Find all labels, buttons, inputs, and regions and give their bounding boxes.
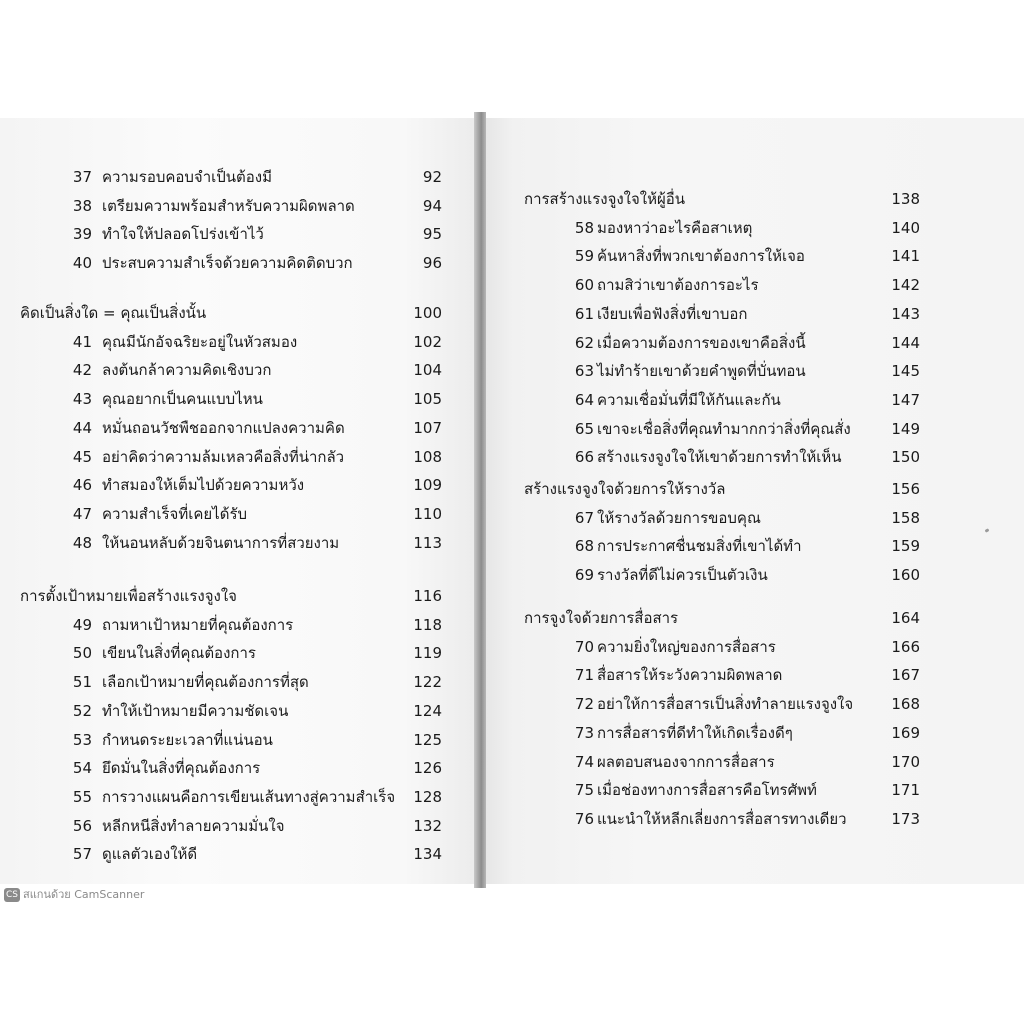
chapter-number: 42 <box>72 361 92 380</box>
toc-section-heading <box>486 604 1024 632</box>
section-page-number: 156 <box>891 480 920 498</box>
toc-entry <box>486 242 1024 270</box>
chapter-title: ถามหาเป้าหมายที่คุณต้องการ <box>102 615 294 634</box>
chapter-number: 53 <box>72 730 92 749</box>
toc-entry <box>486 561 1024 589</box>
left-page-toc <box>0 118 474 884</box>
chapter-title: ถามสิว่าเขาต้องการอะไร <box>597 276 759 295</box>
chapter-page-number: 128 <box>413 787 442 806</box>
chapter-page-number: 167 <box>891 666 920 685</box>
chapter-page-number: 173 <box>891 809 920 828</box>
chapter-page-number: 140 <box>891 218 920 237</box>
toc-entry <box>486 661 1024 689</box>
chapter-number: 63 <box>574 362 594 381</box>
section-title: สร้างแรงจูงใจด้วยการให้รางวัล <box>524 480 726 498</box>
chapter-page-number: 126 <box>413 759 442 778</box>
toc-section-heading <box>0 299 474 327</box>
toc-entry <box>486 748 1024 776</box>
chapter-number: 60 <box>574 276 594 295</box>
section-page-number: 138 <box>891 190 920 208</box>
chapter-number: 40 <box>72 254 92 273</box>
chapter-page-number: 141 <box>891 247 920 266</box>
chapter-page-number: 107 <box>413 418 442 437</box>
chapter-page-number: 124 <box>413 701 442 720</box>
chapter-page-number: 105 <box>413 390 442 409</box>
toc-entry <box>0 192 474 220</box>
section-page-number: 116 <box>413 587 442 605</box>
chapter-title: สื่อสารให้ระวังความผิดพลาด <box>597 666 783 685</box>
toc-entry <box>0 783 474 811</box>
chapter-title: เงียบเพื่อฟังสิ่งที่เขาบอก <box>597 304 748 323</box>
chapter-title: ไม่ทำร้ายเขาด้วยคำพูดที่บั่นทอน <box>597 362 806 381</box>
toc-entry <box>0 611 474 639</box>
toc-section-heading <box>0 582 474 610</box>
section-title: การตั้งเป้าหมายเพื่อสร้างแรงจูงใจ <box>20 587 237 605</box>
chapter-page-number: 95 <box>422 225 442 244</box>
right-page-toc <box>486 118 1024 884</box>
chapter-page-number: 147 <box>891 390 920 409</box>
toc-entry <box>486 532 1024 560</box>
chapter-number: 38 <box>72 196 92 215</box>
chapter-title: คุณมีนักอัจฉริยะอยู่ในหัวสมอง <box>102 332 298 351</box>
chapter-title: ให้รางวัลด้วยการขอบคุณ <box>597 508 761 527</box>
chapter-number: 69 <box>574 566 594 585</box>
chapter-title: ความยิ่งใหญ่ของการสื่อสาร <box>597 637 776 656</box>
chapter-title: ค้นหาสิ่งที่พวกเขาต้องการให้เจอ <box>597 247 805 266</box>
chapter-number: 45 <box>72 447 92 466</box>
chapter-page-number: 144 <box>891 333 920 352</box>
chapter-page-number: 149 <box>891 419 920 438</box>
chapter-page-number: 170 <box>891 752 920 771</box>
watermark-text: สแกนด้วย CamScanner <box>23 888 145 901</box>
chapter-number: 72 <box>574 695 594 714</box>
chapter-title: แนะนำให้หลีกเลี่ยงการสื่อสารทางเดียว <box>597 809 847 828</box>
toc-entry <box>486 386 1024 414</box>
toc-entry <box>0 356 474 384</box>
chapter-page-number: 125 <box>413 730 442 749</box>
chapter-title: รางวัลที่ดีไม่ควรเป็นตัวเงิน <box>597 566 768 585</box>
chapter-page-number: 96 <box>422 254 442 273</box>
chapter-title: เลือกเป้าหมายที่คุณต้องการที่สุด <box>102 673 309 692</box>
chapter-title: เมื่อช่องทางการสื่อสารคือโทรศัพท์ <box>597 781 817 800</box>
chapter-page-number: 109 <box>413 476 442 495</box>
chapter-page-number: 160 <box>891 566 920 585</box>
chapter-title: การประกาศชื่นชมสิ่งที่เขาได้ทำ <box>597 537 802 556</box>
toc-entry <box>0 163 474 191</box>
toc-entry <box>486 214 1024 242</box>
toc-entry <box>0 249 474 277</box>
chapter-number: 68 <box>574 537 594 556</box>
section-page-number: 100 <box>413 304 442 322</box>
toc-entry <box>0 529 474 557</box>
toc-entry <box>0 639 474 667</box>
toc-entry <box>486 805 1024 833</box>
chapter-page-number: 113 <box>413 533 442 552</box>
chapter-page-number: 150 <box>891 448 920 467</box>
chapter-number: 51 <box>72 673 92 692</box>
chapter-number: 50 <box>72 644 92 663</box>
chapter-title: ความเชื่อมั่นที่มีให้กันและกัน <box>597 390 781 409</box>
chapter-number: 67 <box>574 508 594 527</box>
toc-section-heading <box>486 475 1024 503</box>
toc-entry <box>0 668 474 696</box>
toc-entry <box>486 271 1024 299</box>
chapter-title: สร้างแรงจูงใจให้เขาด้วยการทำให้เห็น <box>597 448 842 467</box>
chapter-number: 74 <box>574 752 594 771</box>
toc-entry <box>0 500 474 528</box>
toc-entry <box>0 385 474 413</box>
toc-entry <box>486 719 1024 747</box>
chapter-page-number: 171 <box>891 781 920 800</box>
chapter-number: 46 <box>72 476 92 495</box>
chapter-title: การวางแผนคือการเขียนเส้นทางสู่ความสำเร็จ <box>102 787 396 806</box>
toc-entry <box>486 329 1024 357</box>
chapter-page-number: 169 <box>891 723 920 742</box>
chapter-page-number: 94 <box>422 196 442 215</box>
chapter-page-number: 145 <box>891 362 920 381</box>
chapter-number: 66 <box>574 448 594 467</box>
chapter-number: 59 <box>574 247 594 266</box>
toc-entry <box>486 690 1024 718</box>
chapter-title: ทำใจให้ปลอดโปร่งเข้าไว้ <box>102 225 264 244</box>
toc-entry <box>0 812 474 840</box>
chapter-page-number: 119 <box>413 644 442 663</box>
toc-entry <box>0 754 474 782</box>
toc-entry <box>486 357 1024 385</box>
toc-entry <box>486 415 1024 443</box>
chapter-title: ยึดมั่นในสิ่งที่คุณต้องการ <box>102 759 261 778</box>
chapter-number: 39 <box>72 225 92 244</box>
chapter-title: อย่าคิดว่าความล้มเหลวคือสิ่งที่น่ากลัว <box>102 447 345 466</box>
chapter-title: กำหนดระยะเวลาที่แน่นอน <box>102 730 273 749</box>
chapter-number: 56 <box>72 816 92 835</box>
toc-entry <box>0 697 474 725</box>
toc-section-heading <box>486 185 1024 213</box>
section-title: การสร้างแรงจูงใจให้ผู้อื่น <box>524 190 686 208</box>
chapter-number: 47 <box>72 504 92 523</box>
toc-entry <box>486 633 1024 661</box>
chapter-page-number: 158 <box>891 508 920 527</box>
section-title: คิดเป็นสิ่งใด = คุณเป็นสิ่งนั้น <box>20 304 207 322</box>
chapter-number: 41 <box>72 332 92 351</box>
chapter-page-number: 166 <box>891 637 920 656</box>
chapter-title: เขาจะเชื่อสิ่งที่คุณทำมากกว่าสิ่งที่คุณสั่ง <box>597 419 851 438</box>
chapter-title: ให้นอนหลับด้วยจินตนาการที่สวยงาม <box>102 533 340 552</box>
toc-entry <box>486 504 1024 532</box>
chapter-title: ลงต้นกล้าความคิดเชิงบวก <box>102 361 272 380</box>
chapter-number: 44 <box>72 418 92 437</box>
toc-entry <box>0 471 474 499</box>
toc-entry <box>0 414 474 442</box>
chapter-number: 55 <box>72 787 92 806</box>
chapter-number: 76 <box>574 809 594 828</box>
chapter-title: การสื่อสารที่ดีทำให้เกิดเรื่องดีๆ <box>597 723 793 742</box>
chapter-page-number: 122 <box>413 673 442 692</box>
chapter-title: ผลตอบสนองจากการสื่อสาร <box>597 752 775 771</box>
chapter-number: 43 <box>72 390 92 409</box>
chapter-number: 73 <box>574 723 594 742</box>
chapter-title: เตรียมความพร้อมสำหรับความผิดพลาด <box>102 196 355 215</box>
toc-entry <box>0 328 474 356</box>
chapter-page-number: 134 <box>413 845 442 864</box>
chapter-title: หลีกหนีสิ่งทำลายความมั่นใจ <box>102 816 285 835</box>
chapter-page-number: 110 <box>413 504 442 523</box>
chapter-page-number: 168 <box>891 695 920 714</box>
camscanner-watermark <box>4 886 144 904</box>
chapter-number: 58 <box>574 218 594 237</box>
chapter-number: 64 <box>574 390 594 409</box>
chapter-number: 61 <box>574 304 594 323</box>
toc-entry <box>0 220 474 248</box>
chapter-page-number: 104 <box>413 361 442 380</box>
toc-entry <box>486 300 1024 328</box>
chapter-number: 52 <box>72 701 92 720</box>
chapter-page-number: 108 <box>413 447 442 466</box>
chapter-page-number: 159 <box>891 537 920 556</box>
toc-entry <box>486 776 1024 804</box>
chapter-page-number: 143 <box>891 304 920 323</box>
section-title: การจูงใจด้วยการสื่อสาร <box>524 609 679 627</box>
chapter-page-number: 132 <box>413 816 442 835</box>
book-gutter <box>474 112 486 888</box>
chapter-title: ประสบความสำเร็จด้วยความคิดติดบวก <box>102 254 353 273</box>
chapter-number: 62 <box>574 333 594 352</box>
chapter-title: ทำสมองให้เต็มไปด้วยความหวัง <box>102 476 305 495</box>
chapter-number: 70 <box>574 637 594 656</box>
toc-entry <box>486 443 1024 471</box>
chapter-title: คุณอยากเป็นคนแบบไหน <box>102 390 263 409</box>
camscanner-logo-icon: CS <box>6 890 18 900</box>
chapter-title: ดูแลตัวเองให้ดี <box>102 845 198 864</box>
chapter-number: 37 <box>72 168 92 186</box>
chapter-number: 48 <box>72 533 92 552</box>
chapter-page-number: 142 <box>891 276 920 295</box>
chapter-title: ความรอบคอบจำเป็นต้องมี <box>102 168 272 186</box>
toc-entry <box>0 443 474 471</box>
chapter-number: 75 <box>574 781 594 800</box>
chapter-title: เขียนในสิ่งที่คุณต้องการ <box>102 644 256 663</box>
chapter-title: ทำให้เป้าหมายมีความชัดเจน <box>102 701 289 720</box>
chapter-number: 57 <box>72 845 92 864</box>
chapter-page-number: 102 <box>413 332 442 351</box>
section-page-number: 164 <box>891 609 920 627</box>
chapter-title: หมั่นถอนวัชพืชออกจากแปลงความคิด <box>102 418 345 437</box>
chapter-title: เมื่อความต้องการของเขาคือสิ่งนี้ <box>597 333 806 352</box>
chapter-title: อย่าให้การสื่อสารเป็นสิ่งทำลายแรงจูงใจ <box>597 695 854 714</box>
chapter-page-number: 92 <box>422 168 442 186</box>
chapter-title: ความสำเร็จที่เคยได้รับ <box>102 504 248 523</box>
chapter-title: มองหาว่าอะไรคือสาเหตุ <box>597 218 753 237</box>
chapter-number: 71 <box>574 666 594 685</box>
chapter-number: 65 <box>574 419 594 438</box>
chapter-number: 54 <box>72 759 92 778</box>
toc-entry <box>0 840 474 868</box>
chapter-number: 49 <box>72 615 92 634</box>
toc-entry <box>0 726 474 754</box>
chapter-page-number: 118 <box>413 615 442 634</box>
